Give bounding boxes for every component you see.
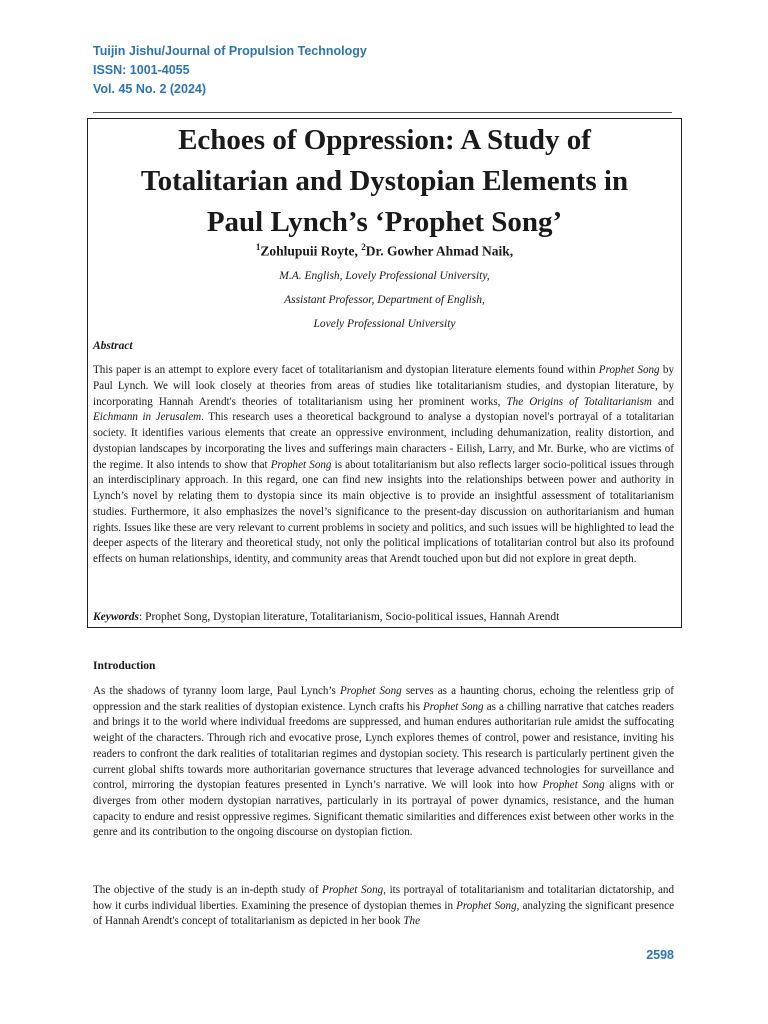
page-number: 2598 — [646, 948, 674, 962]
abstract-text: . This research uses a theoretical background to analyse a dystopian novel's portrayal of a totalitarian society. It identifies various elements that create an oppressive environment, including dehumanization, reality distortion, and dystopian landscapes by incorporating the lives and sufferings main characters - Eilish, Larry, and Mr. Burke, who are victims of the regime. It also intends to show that — [93, 411, 674, 471]
intro-paragraph-1 — [93, 684, 674, 841]
abstract-italic: Eichmann in Jerusalem — [93, 411, 202, 424]
affiliation-1: M.A. English, Lovely Professional University, — [279, 270, 490, 282]
abstract-text: is about totalitarianism but also reflects larger socio-political issues through an interdisciplinary approach. In this regard, one can find new insights into the relationships between power and authority in Lynch’s novel by relating them to dystopia since its main objective is to provide an insightful assessment of totalitarianism studies. Furthermore, it also emphasizes the novel’s significance to the present-day discussion on authoritarianism and human rights. Issues like these are very relevant to current problems in society and politics, and such issues will be highlighted to lead the deeper aspects of the literary and theoretical study, not only the political implications of totalitarian control but also its profound effects on human relationships, identity, and community areas that Arendt touched upon but did not explore in great depth. — [93, 458, 675, 565]
paragraph-italic: Prophet Song — [340, 685, 402, 697]
author-1: Zohlupuii Royte, — [260, 243, 362, 259]
abstract-italic: Prophet Song — [598, 364, 660, 376]
author-2-marker: 2 — [361, 242, 366, 252]
author-1-marker: 1 — [255, 242, 261, 252]
abstract-body — [93, 363, 674, 568]
introduction-heading: Introduction — [93, 660, 156, 672]
title-line-2: Totalitarian and Dystopian Elements in — [140, 165, 629, 197]
abstract-heading: Abstract — [93, 340, 133, 352]
paragraph-italic: Prophet Song — [322, 884, 384, 896]
keywords-label: Keywords — [93, 611, 139, 623]
journal-issn: ISSN: 1001-4055 — [93, 63, 190, 77]
journal-volume: Vol. 45 No. 2 (2024) — [93, 82, 207, 96]
abstract-text: by Paul Lynch. We will look closely at theories from areas of studies like totalitarianism studies, and dystopian literature, by incorporating Hannah Arendt's theories of totalitarianism using her prominent works, — [93, 364, 674, 408]
abstract-italic: The Origins of Totalitarianism — [506, 395, 652, 408]
paragraph-text: As the shadows of tyranny loom large, Paul Lynch’s — [93, 685, 341, 697]
paragraph-text: aligns with or diverges from other modern dystopian narratives, particularly in its portrayal of power dynamics, resistance, and the human capacity to endure and resist oppressive regimes. Significant thematic similarities and differences exist between other works in the genre and its contribution to the ongoing discourse on dystopian fiction. — [93, 779, 674, 839]
abstract-italic: Prophet Song — [270, 458, 332, 471]
author-2: Dr. Gowher Ahmad Naik, — [365, 243, 514, 259]
paragraph-text: analyzing the significant presence of Hannah Arendt's concept of totalitarianism as depicted in her book — [93, 899, 674, 928]
abstract-text: This paper is an attempt to explore every facet of totalitarianism and dystopian literature elements found within — [93, 364, 599, 376]
keywords-list: : Prophet Song, Dystopian literature, Totalitarianism, Socio-political issues, Hannah Arendt — [139, 611, 560, 623]
paragraph-text: , its portrayal of totalitarianism and totalitarian dictatorship, and how it curbs individual liberties. Examining the presence of dystopian themes in — [93, 884, 674, 912]
paper-title — [87, 120, 682, 243]
authors — [87, 242, 682, 260]
affiliation-3: Lovely Professional University — [313, 318, 456, 330]
abstract-text: and — [651, 395, 674, 408]
affiliation-2: Assistant Professor, Department of English, — [284, 294, 485, 306]
title-line-3: Paul Lynch’s ‘Prophet Song’ — [206, 206, 563, 238]
paragraph-italic: Prophet Song — [542, 779, 605, 792]
paragraph-italic: Prophet Song — [423, 700, 484, 713]
title-line-1: Echoes of Oppression: A Study of — [178, 124, 591, 156]
keywords — [93, 611, 559, 623]
paragraph-italic: The — [403, 915, 421, 928]
paragraph-text: The objective of the study is an in-depth study of — [93, 884, 323, 896]
header-rule — [93, 112, 672, 113]
intro-paragraph-2 — [93, 883, 674, 930]
journal-name: Tuijin Jishu/Journal of Propulsion Technology — [93, 44, 367, 58]
journal-header — [93, 42, 367, 99]
paragraph-text: as a chilling narrative that catches readers and brings it to the world where individual freedoms are suppressed, and human endures authoritarian rule amidst the suffocating weight of the characters. Through rich and evocative prose, Lynch explores themes of control, power and resistance, inviting his readers to confront the dark realities of totalitarian regimes and dystopian society. This research is particularly pertinent given the current global shifts towards more authoritarian governance structures that leverage advanced technologies for surveillance and control, mirroring the dystopian features presented in Lynch’s narrative. We will look into how — [93, 700, 674, 792]
paragraph-italic: Prophet Song, — [456, 899, 520, 912]
paragraph-text: serves as a haunting chorus, echoing the relentless grip of oppression and the stark realities of dystopian existence. Lynch crafts his — [93, 685, 674, 713]
